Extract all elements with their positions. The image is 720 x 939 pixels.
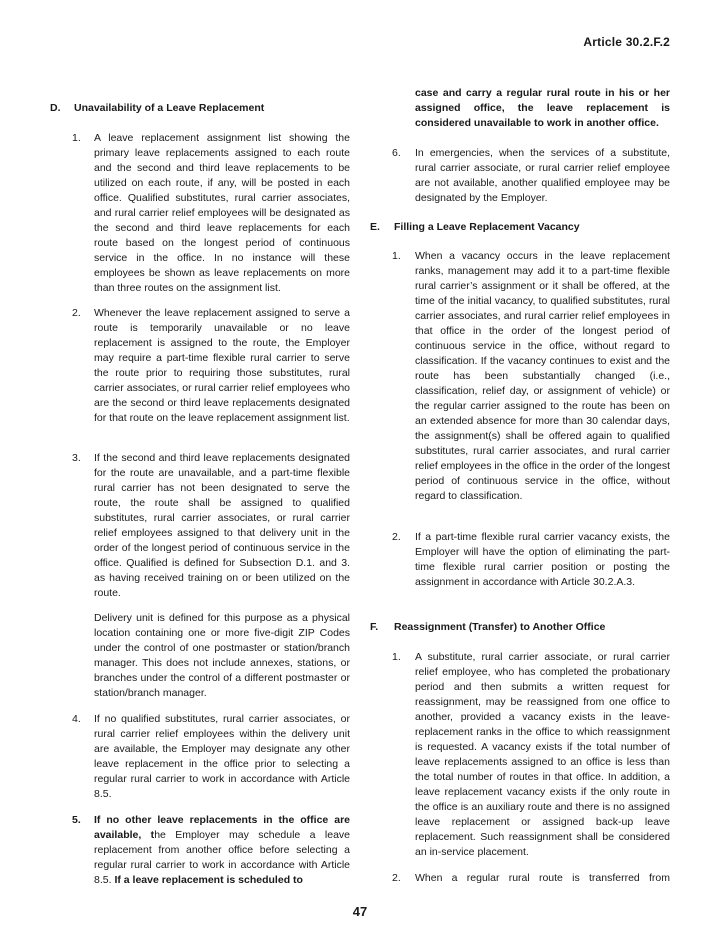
section-e-item-2: [392, 530, 670, 590]
item-number: 4.: [72, 713, 81, 725]
section-e-item-1: [392, 249, 670, 504]
section-f-letter: F.: [370, 621, 379, 633]
section-f-item-2: [392, 871, 670, 886]
item-5-bold-tail: If a leave replacement is scheduled to: [114, 874, 303, 886]
section-f-title: Reassignment (Transfer) to Another Office: [394, 621, 606, 633]
item-number: 2.: [392, 531, 401, 543]
section-e-heading: [370, 220, 580, 235]
section-d-letter: D.: [50, 102, 61, 114]
item-text: If no qualified substitutes, rural carrier associates, or rural carrier relief employees within the delivery unit are available, the Employer may designate any other leave replacement in the office prior to selecting a regular rural carrier to work in accordance with Article 8.5.: [94, 713, 350, 800]
section-f-heading: [370, 620, 605, 635]
item-5-text: he Employer may schedule a leave replacement from another office before selecting a regular rural carrier to work in accordance with Article 8.5.: [94, 829, 351, 886]
delivery-unit-definition: Delivery unit is defined for this purpose as a physical location containing one or more five-digit ZIP Codes under the control of one postmaster or station/branch manager. This does not include annexes, stations, or branches under the control of a different postmaster or station/branch manager.: [94, 612, 350, 699]
item-5-bold-lead: If no other leave replacements in the office are available, t: [94, 814, 350, 841]
section-d-item-1: [72, 131, 350, 296]
item-number: 1.: [72, 132, 81, 144]
item-text: When a vacancy occurs in the leave replacement ranks, management may add it to a part-time flexible rural carrier’s assignment or it shall be offered, at the time of the initial vacancy, to qualified substitutes, rural carrier associates, and rural carrier relief employees in that office in the order of the longest period of continuous service in the office, without regard to classification. If the vacancy continues to exist and the route has been substantially changed (i.e., classification, relief day, or assignment of vehicle) or the regular carrier assigned to the route has been on an extended absence for more than 30 calendar days, the assignment(s) shall be offered again to qualified substitutes, rural carrier associates, and rural carrier relief employees in the office in the order of the longest period of continuous service in the office, without regard to classification.: [415, 250, 670, 502]
section-d-item-4: [72, 712, 350, 802]
item-number: 2.: [392, 872, 401, 884]
item-text: [94, 813, 350, 888]
item-text: A substitute, rural carrier associate, or rural carrier relief employee, who has completed the probationary period and then submits a written request for reassignment, may be reassigned from one office to another, provided a vacancy exists in the leave-replacement ranks in the office to which reassignment is requested. A vacancy exists if the total number of leave replacements assigned to an office is less than the total number of routes in that office. In addition, a leave replacement vacancy exists if the only route in the office is an auxiliary route and there is no assigned leave replacement or assigned back-up leave replacement. Such reassignment shall be considered an in-service placement.: [415, 651, 670, 858]
article-reference: Article 30.2.F.2: [583, 35, 670, 49]
page-number: 47: [352, 904, 368, 919]
section-d-item-2: [72, 306, 350, 426]
section-d-item-6: [392, 146, 670, 206]
section-f-item-1: [392, 650, 670, 860]
section-e-letter: E.: [370, 221, 380, 233]
section-d-item-3: [72, 451, 350, 601]
item-number: 1.: [392, 651, 401, 663]
section-d-title: Unavailability of a Leave Replacement: [74, 102, 265, 114]
section-d-item-5: [72, 813, 350, 888]
item-number: 5.: [72, 814, 81, 826]
item-number: 2.: [72, 307, 81, 319]
item-number: 3.: [72, 452, 81, 464]
item-text: A leave replacement assignment list showing the primary leave replacements assigned to each route and the second and third leave replacements to be utilized on each route, if any, will be posted in each office. Qualified substitutes, rural carrier associates, and rural carrier relief employees will be designated as the second and third leave replacements for each route based on the longest period of continuous service in the office. In no instance will these employees be shown as leave replacements on more than three routes on the assignment list.: [94, 132, 350, 294]
item-number: 6.: [392, 147, 401, 159]
item-text: When a regular rural route is transferred from: [415, 872, 670, 884]
section-d-heading: [50, 101, 264, 116]
item-number: 1.: [392, 250, 401, 262]
item-5-continuation: case and carry a regular rural route in his or her assigned office, the leave replacement is considered unavailable to work in another office.: [415, 87, 670, 129]
item-text: In emergencies, when the services of a substitute, rural carrier associate, or rural carrier relief employee are not available, another qualified employee may be designated by the Employer.: [415, 147, 670, 204]
section-e-title: Filling a Leave Replacement Vacancy: [394, 221, 580, 233]
item-text: If a part-time flexible rural carrier vacancy exists, the Employer will have the option of eliminating the part-time flexible rural carrier position or posting the assignment in accordance with Article 30.2.A.3.: [415, 531, 670, 588]
item-text: If the second and third leave replacements designated for the route are unavailable, and a part-time flexible rural carrier has not been designated to serve the route, the route shall be assigned to qualified substitutes, rural carrier associates, or rural carrier relief employees assigned to that delivery unit in the order of the longest period of continuous service in the office. Qualified is defined for Subsection D.1. and 3. as having received training on or been utilized on the route.: [94, 452, 350, 599]
item-text: Whenever the leave replacement assigned to serve a route is temporarily unavailable or no leave replacement is assigned to the route, the Employer may require a part-time flexible rural carrier to serve the route prior to requiring those substitutes, rural carrier associates, or rural carrier relief employees who are the second or third leave replacements designated for that route on the leave replacement assignment list.: [94, 307, 350, 424]
